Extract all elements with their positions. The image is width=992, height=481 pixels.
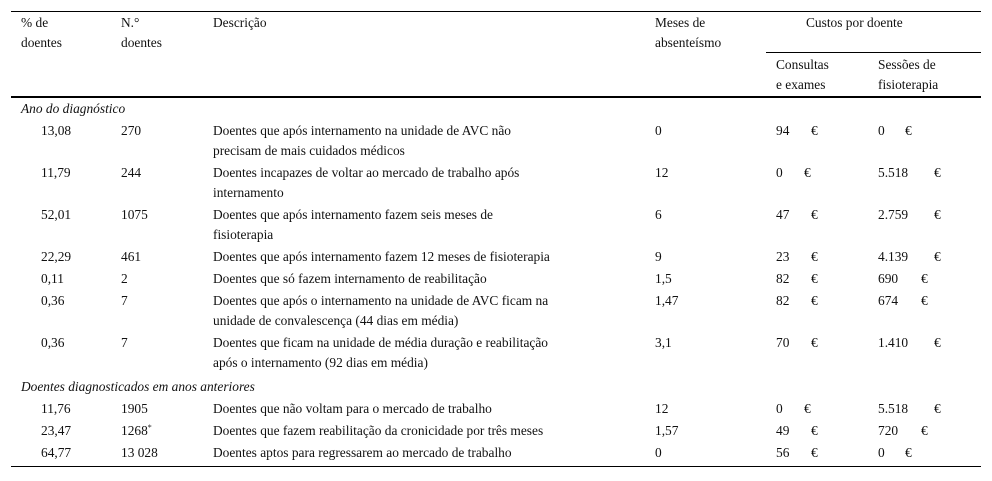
- header-consult-line2: e exames: [776, 77, 826, 92]
- section-title: Ano do diagnóstico: [21, 101, 126, 116]
- row-consult-currency: €: [811, 207, 818, 222]
- header-physio-line2: fisioterapia: [878, 77, 939, 92]
- row-pct: 11,79: [41, 165, 71, 180]
- row-pct: 22,29: [41, 249, 72, 264]
- row-consult-currency: €: [811, 445, 818, 460]
- row-description: Doentes que após internamento fazem seis meses de: [213, 207, 493, 222]
- row-physio-cost: 1.410: [878, 335, 909, 350]
- row-consult-cost: 47: [776, 207, 790, 222]
- row-consult-currency: €: [811, 335, 818, 350]
- costs-group-rule: [766, 52, 981, 53]
- row-months: 9: [655, 249, 662, 264]
- row-physio-cost: 2.759: [878, 207, 909, 222]
- row-physio-cost: 5.518: [878, 165, 909, 180]
- header-costs-group: Custos por doente: [806, 15, 903, 30]
- row-consult-currency: €: [811, 249, 818, 264]
- row-description-cont: unidade de convalescença (44 dias em média): [213, 313, 459, 328]
- bottom-rule: [11, 466, 981, 467]
- row-physio-currency: €: [921, 271, 928, 286]
- row-description: Doentes incapazes de voltar ao mercado de trabalho após: [213, 165, 520, 180]
- row-count-group: [121, 421, 152, 441]
- row-months: 12: [655, 165, 669, 180]
- row-consult-cost: 70: [776, 335, 790, 350]
- row-pct: 0,36: [41, 293, 65, 308]
- row-count: 7: [121, 335, 128, 350]
- row-consult-cost: 82: [776, 293, 790, 308]
- row-consult-currency: €: [804, 165, 811, 180]
- row-physio-currency: €: [934, 165, 941, 180]
- row-count: 7: [121, 293, 128, 308]
- header-consult-line1: Consultas: [776, 57, 829, 72]
- row-count: 1905: [121, 401, 148, 416]
- row-pct: 64,77: [41, 445, 72, 460]
- row-consult-currency: €: [804, 401, 811, 416]
- row-physio-cost: 0: [878, 123, 885, 138]
- row-physio-cost: 5.518: [878, 401, 909, 416]
- row-description: Doentes que fazem reabilitação da cronicidade por três meses: [213, 423, 544, 438]
- row-consult-cost: 94: [776, 123, 790, 138]
- row-count: 13 028: [121, 445, 158, 460]
- row-consult-currency: €: [811, 293, 818, 308]
- row-description: Doentes que após o internamento na unidade de AVC ficam na: [213, 293, 549, 308]
- row-description-cont: precisam de mais cuidados médicos: [213, 143, 405, 158]
- row-months: 6: [655, 207, 662, 222]
- header-num-line2: doentes: [121, 35, 162, 50]
- row-physio-currency: €: [934, 335, 941, 350]
- row-pct: 0,36: [41, 335, 65, 350]
- row-count: 2: [121, 271, 128, 286]
- top-rule: [11, 11, 981, 12]
- row-description: Doentes que após internamento fazem 12 meses de fisioterapia: [213, 249, 550, 264]
- row-count: 270: [121, 123, 142, 138]
- row-consult-currency: €: [811, 271, 818, 286]
- row-months: 3,1: [655, 335, 672, 350]
- row-physio-currency: €: [934, 207, 941, 222]
- row-months: 12: [655, 401, 669, 416]
- row-months: 1,5: [655, 271, 672, 286]
- row-months: 1,47: [655, 293, 679, 308]
- row-consult-cost: 23: [776, 249, 790, 264]
- row-description-cont: fisioterapia: [213, 227, 274, 242]
- row-physio-currency: €: [934, 249, 941, 264]
- header-months-line2: absenteísmo: [655, 35, 722, 50]
- header-pct-line2: doentes: [21, 35, 62, 50]
- row-consult-cost: 82: [776, 271, 790, 286]
- row-pct: 13,08: [41, 123, 72, 138]
- row-physio-cost: 0: [878, 445, 885, 460]
- row-physio-currency: €: [921, 423, 928, 438]
- row-consult-cost: 49: [776, 423, 790, 438]
- row-physio-currency: €: [934, 401, 941, 416]
- header-num-line1: N.°: [121, 15, 140, 30]
- row-physio-cost: 720: [878, 423, 899, 438]
- header-bottom-rule: [11, 96, 981, 98]
- row-description: Doentes aptos para regressarem ao mercado de trabalho: [213, 445, 512, 460]
- row-description-cont: internamento: [213, 185, 284, 200]
- row-physio-cost: 4.139: [878, 249, 909, 264]
- row-consult-currency: €: [811, 123, 818, 138]
- row-count: 1075: [121, 207, 148, 222]
- row-months: 0: [655, 445, 662, 460]
- footnote-marker: *: [147, 423, 152, 432]
- row-count: 244: [121, 165, 142, 180]
- header-pct-line1: % de: [21, 15, 49, 30]
- row-consult-currency: €: [811, 423, 818, 438]
- row-physio-currency: €: [921, 293, 928, 308]
- row-physio-currency: €: [905, 445, 912, 460]
- row-pct: 0,11: [41, 271, 64, 286]
- row-description: Doentes que ficam na unidade de média duração e reabilitação: [213, 335, 548, 350]
- row-description: Doentes que não voltam para o mercado de trabalho: [213, 401, 492, 416]
- row-consult-cost: 0: [776, 165, 783, 180]
- header-months-line1: Meses de: [655, 15, 706, 30]
- row-physio-currency: €: [905, 123, 912, 138]
- row-physio-cost: 690: [878, 271, 899, 286]
- row-pct: 52,01: [41, 207, 72, 222]
- row-count: 461: [121, 249, 142, 264]
- row-consult-cost: 0: [776, 401, 783, 416]
- row-description: Doentes que após internamento na unidade de AVC não: [213, 123, 511, 138]
- row-pct: 11,76: [41, 401, 71, 416]
- header-physio-line1: Sessões de: [878, 57, 936, 72]
- row-pct: 23,47: [41, 423, 72, 438]
- row-consult-cost: 56: [776, 445, 790, 460]
- row-months: 0: [655, 123, 662, 138]
- header-description: Descrição: [213, 15, 267, 30]
- section-title: Doentes diagnosticados em anos anteriores: [21, 379, 255, 394]
- row-description: Doentes que só fazem internamento de reabilitação: [213, 271, 487, 286]
- row-description-cont: após o internamento (92 dias em média): [213, 355, 428, 370]
- row-count: 1268: [121, 423, 148, 438]
- row-physio-cost: 674: [878, 293, 899, 308]
- row-months: 1,57: [655, 423, 679, 438]
